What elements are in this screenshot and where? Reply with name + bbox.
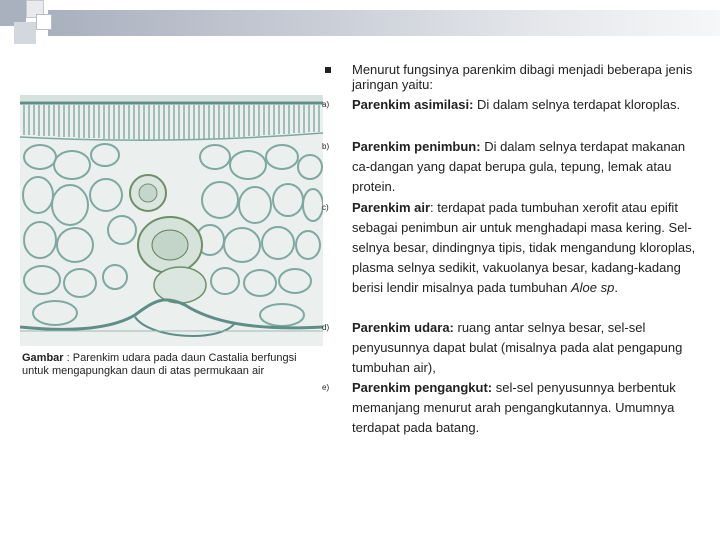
caption-label: Gambar: [22, 352, 64, 364]
item-title: Parenkim pengangkut:: [352, 380, 493, 395]
figure-caption: [22, 352, 302, 378]
item-description: Di dalam selnya terdapat kloroplas.: [473, 97, 681, 112]
list-item-text: [352, 378, 702, 438]
list-marker: c): [322, 203, 329, 212]
list-marker: d): [322, 323, 330, 332]
intro-text: Menurut fungsinya parenkim dibagi menjadi beberapa jenis jaringan yaitu:: [352, 62, 693, 92]
item-title: Parenkim air: [352, 200, 431, 215]
item-description: Di dalam selnya terdapat makanan ca-dangan yang dapat berupa gula, tepung, lemak atau protein.: [352, 139, 686, 194]
list-item-text: [352, 318, 702, 378]
item-description: ruang antar selnya besar, sel-sel penyusunnya dapat bulat (misalnya pada alat pengapung tumbuhan air),: [352, 320, 683, 375]
list-marker: e): [322, 383, 330, 392]
decoration-square: [14, 22, 36, 44]
item-description: : terdapat pada tumbuhan xerofit atau epifit sebagai penimbun air untuk menghadapi masa kering. Sel-selnya besar, dindingnya tipis, tidak mengandung kloroplas, plasma selnya sedikit, vakuolanya besar, kadang-kadang berisi lendir misalnya pada tumbuhan: [352, 200, 696, 295]
item-end: .: [614, 280, 618, 295]
item-title: Parenkim penimbun:: [352, 139, 481, 154]
decoration-square: [36, 14, 52, 30]
item-italic: Aloe sp: [570, 280, 615, 295]
item-title: Parenkim asimilasi:: [352, 97, 474, 112]
item-title: Parenkim udara:: [352, 320, 454, 335]
list-marker: b): [322, 142, 330, 151]
leaf-cross-section-image: [20, 95, 323, 346]
list-marker: a): [322, 100, 330, 109]
caption-text: Parenkim udara pada daun Castalia berfungsi untuk mengapungkan daun di atas permukaan air: [22, 352, 297, 377]
list-item-text: [352, 95, 702, 115]
caption-separator: :: [63, 352, 73, 364]
list-item-text: [352, 198, 702, 298]
square-bullet-icon: [325, 67, 331, 73]
header-decoration-bar: [48, 10, 720, 36]
item-description: sel-sel penyusunnya berbentuk memanjang menurut arah pengangkutannya. Umumnya terdapat pada batang.: [352, 380, 676, 435]
list-item-text: [352, 137, 702, 197]
leaf-cross-section-illustration: [20, 95, 323, 346]
